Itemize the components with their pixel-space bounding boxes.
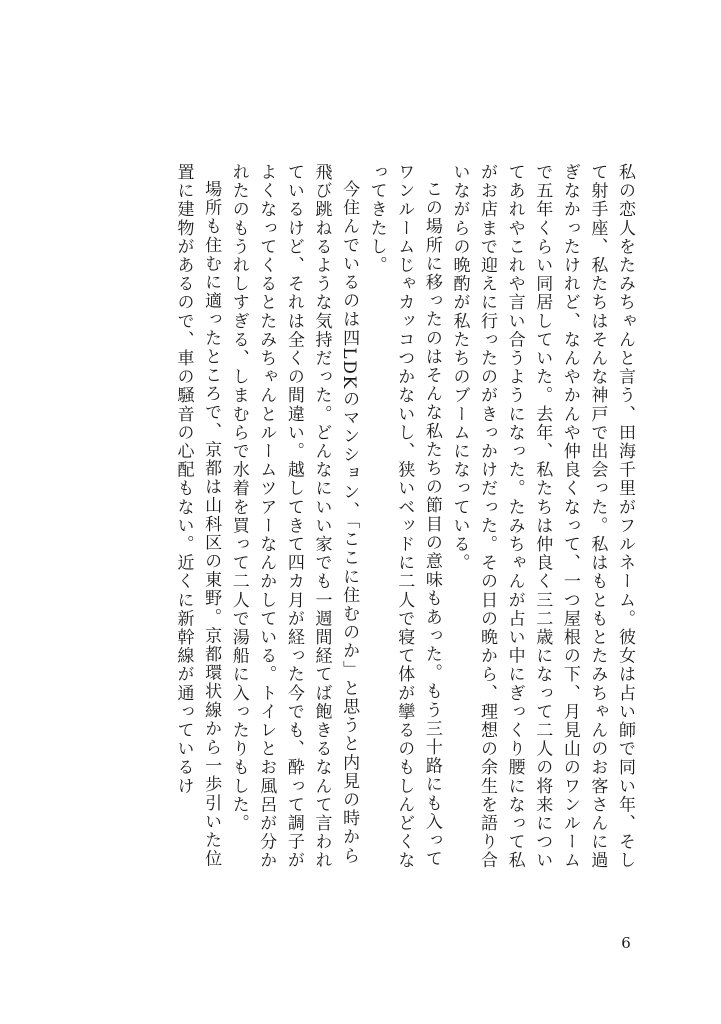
page-number: 6 xyxy=(621,934,631,952)
paragraph-1: 私の恋人をたみちゃんと言う、田海千里がフルネーム。彼女は占い師で同い年、そして射手座、私たちはそんな神戸で出会った。私はもともとたみちゃんのお客さんに過ぎなかったけれど、なんやかんや仲良くなって、一つ屋根の下、月見山のワンルームで五年くらい同居していた。去年、私たちは仲良く三二歳になって二人の将来についてあれやこれや言い合うようになった。たみちゃんが占い中にぎっくり腰になって私がお店まで迎えに行ったのがきっかけだった。その日の晩から、理想の余生を語り合いながらの晩酌が私たちのブームになっている。 xyxy=(449,163,635,870)
paragraph-4: 場所も住むに適ったところで、京都は山科区の東野。京都環状線から一歩引いた位置に建物があるので、車の騒音の心配もない。近くに新幹線が通っているけ xyxy=(173,163,222,869)
paragraph-2: この場所に移ったのはそんな私たちの節目の意味もあった。もう三十路にも入ってワンルームじゃカッコつかないし、狭いベッドに二人で寝て体が攣るのもしんどくなってきたし。 xyxy=(366,163,442,870)
body-text xyxy=(108,163,638,871)
paragraph-3: 今住んでいるのは四LDKのマンション、「ここに住むのか」と思うと内見の時から飛び跳ねるような気持だった。どんなにいい家でも一週間経てば飽きるなんて言われているけど、それは全くの間違い。越してきて四カ月が経った今でも、酔って調子がよくなってくるとたみちゃんとルームツアーなんかしている。トイレとお風呂が分かれたのもうれしすぎる、しまむらで水着を買って二人で湯船に入ったりもした。 xyxy=(228,163,360,870)
